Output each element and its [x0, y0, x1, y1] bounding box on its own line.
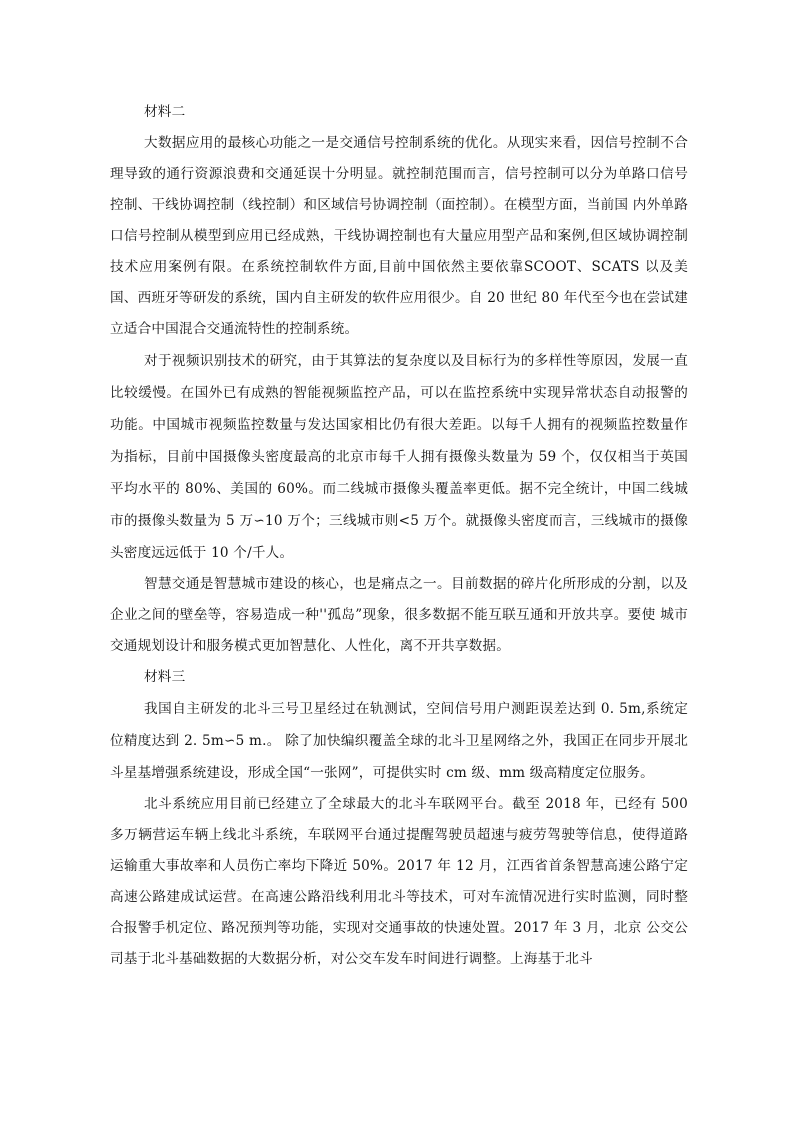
- paragraph-video-recognition: 对于视频识别技术的研究，由于其算法的复杂度以及目标行为的多样性等原因，发展一直比较缓慢。在国外已有成熟的智能视频监控产品，可以在监控系统中实现异常状态自动报警的功能。中国城市视频监控数量与发达国家相比仍有很大差距。以每千人拥有的视频监控数量作为指标，目前中国摄像头密度最高的北京市每千人拥有摄像头数量为 59 个，仅仅相当于英国平均水平的 80%、美国的 60%。而二线城市摄像头覆盖率更低。据不完全统计，中国二线城市的摄像头数量为 5 万∽10 万个；三线城市则<5 万个。就摄像头密度而言，三线城市的摄像头密度远远低于 10 个/千人。: [110, 353, 688, 561]
- section-heading-material-2: 材料二: [144, 104, 186, 120]
- paragraph-beidou-applications: 北斗系统应用目前已经建立了全球最大的北斗车联网平台。截至 2018 年，已经有 500多万辆营运车辆上线北斗系统，车联网平台通过提醒驾驶员超速与疲劳驾驶等信息，使得道路运输重大事故率和人员伤亡率均下降近 50%。2017 年 12 月，江西省首条智慧高速公路宁定高速公路建成试运营。在高速公路沿线利用北斗等技术，可对车流情况进行实时监测，同时整合报警手机定位、路况预判等功能，实现对交通事故的快速处置。2017 年 3 月，北京 公交公司基于北斗基础数据的大数据分析，对公交车发车时间进行调整。上海基于北斗: [110, 796, 688, 967]
- paragraph-beidou-satellite: 我国自主研发的北斗三号卫星经过在轨测试，空间信号用户测距误差达到 0. 5m,系统定位精度达到 2. 5m∽5 m.。 除了加快编织覆盖全球的北斗卫星网络之外，我国正在同步开展北斗星基增强系统建设，形成全国“一张网”，可提供实时 cm 级、mm 级高精度定位服务。: [110, 701, 688, 781]
- paragraph-signal-control: 大数据应用的最核心功能之一是交通信号控制系统的优化。从现实来看，因信号控制不合理导致的通行资源浪费和交通延误十分明显。就控制范围而言，信号控制可以分为单路口信号控制、干线协调控制（线控制）和区域信号协调控制（面控制）。在模型方面，当前国 内外单路口信号控制从模型到应用已经成熟，干线协调控制也有大量应用型产品和案例,但区域协调控制技术应用案例有限。在系统控制软件方面,目前中国依然主要依靠SCOOT、SCATS 以及美国、西班牙等研发的系统，国内自主研发的软件应用很少。自 20 世纪 80 年代至今也在尝试建立适合中国混合交通流特性的控制系统。: [110, 135, 688, 337]
- document-body: [110, 97, 688, 975]
- paragraph-smart-transport: 智慧交通是智慧城市建设的核心，也是痛点之一。目前数据的碎片化所形成的分割，以及企业之间的壁垒等，容易造成一种''孤岛”现象，很多数据不能互联互通和开放共享。要使 城市交通规划设计和服务模式更加智慧化、人性化，离不开共享数据。: [110, 576, 688, 654]
- section-heading-material-3: 材料三: [144, 669, 186, 685]
